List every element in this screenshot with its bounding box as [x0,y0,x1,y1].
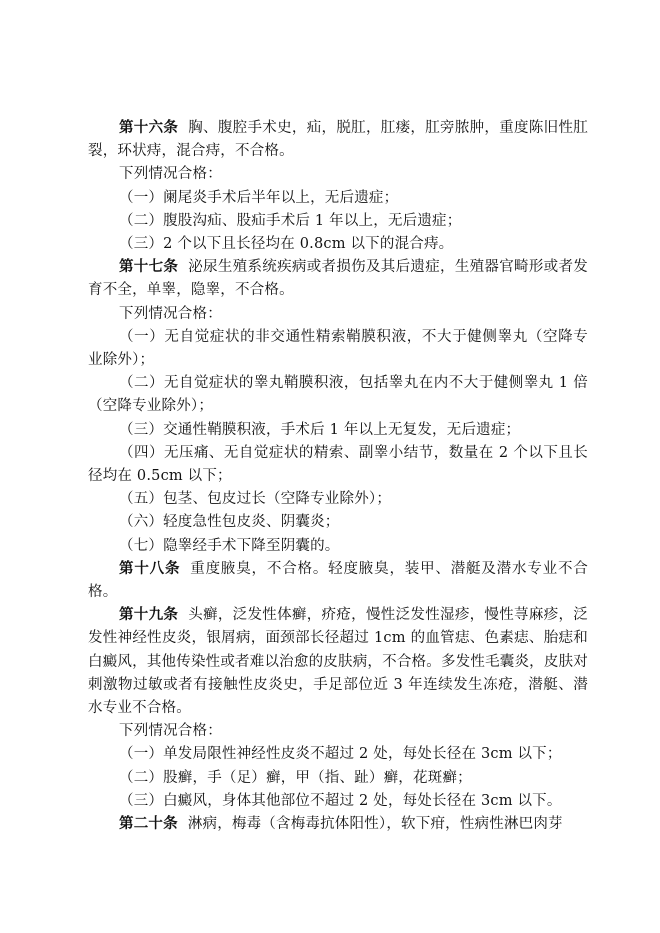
article-16-heading: 第十六条 [119,120,179,136]
article-16-item-2: （二）腹股沟疝、股疝手术后 1 年以上，无后遗症； [119,212,462,229]
article-18-heading: 第十八条 [119,560,181,577]
article-17-text: 泌尿生殖系统疾病或者损伤及其后遗症，生殖器官畸形或者发育不全，单睾，隐睾，不合格。 [88,259,588,299]
article-20-text: 淋病，梅毒（含梅毒抗体阳性），软下疳，性病性淋巴肉芽 [187,816,563,833]
article-19-item-1: （一）单发局限性神经性皮炎不超过 2 处，每处长径在 3cm 以下； [119,746,562,763]
article-19-heading: 第十九条 [119,607,179,624]
article-17-qualify-intro: 下列情况合格： [119,305,222,322]
article-19-qualify-intro: 下列情况合格： [119,723,222,740]
article-16-item-1: （一）阑尾炎手术后半年以上，无后遗症； [119,189,399,206]
article-20-heading: 第二十条 [119,816,178,833]
document-body [88,117,588,836]
article-17-item-7: （七）隐睾经手术下降至阴囊的。 [119,537,340,554]
article-17-item-6: （六）轻度急性包皮炎、阴囊炎； [119,514,340,531]
article-19-text: 头癣，泛发性体癣，疥疮，慢性泛发性湿疹，慢性荨麻疹，泛发性神经性皮炎，银屑病，面颈部长径超过 1cm 的血管痣、色素痣、胎痣和白癜风，其他传染性或者难以治愈的皮肤病，不合格。多发性毛囊炎，皮肤对刺激物过敏或者有接触性皮炎史，手足部位近 3 年连续发生冻疮，潜艇、潜水专业不合格。 [88,607,588,717]
article-19-item-2: （二）股癣，手（足）癣，甲（指、趾）癣，花斑癣； [119,769,472,786]
article-16-item-3: （三）2 个以下且长径均在 0.8cm 以下的混合痔。 [119,236,454,253]
article-16-text: 胸、腹腔手术史，疝，脱肛，肛瘘，肛旁脓肿，重度陈旧性肛裂，环状痔，混合痔，不合格。 [88,120,588,160]
article-17 [88,256,588,302]
article-16-qualify-intro: 下列情况合格： [119,166,222,183]
article-16 [88,117,588,163]
article-17-item-3: （三）交通性鞘膜积液，手术后 1 年以上无复发，无后遗症； [119,421,521,438]
article-20 [88,813,588,836]
article-19 [88,604,588,720]
article-17-item-1: （一）无自觉症状的非交通性精索鞘膜积液，不大于健侧睾丸（空降专业除外）； [88,328,588,369]
article-17-item-4: （四）无压痛、无自觉症状的精索、副睾小结节，数量在 2 个以下且长径均在 0.5cm 以下； [88,444,588,485]
article-18-text: 重度腋臭，不合格。轻度腋臭，装甲、潜艇及潜水专业不合格。 [88,560,588,601]
article-19-item-3: （三）白癜风，身体其他部位不超过 2 处，每处长径在 3cm 以下。 [119,792,562,809]
article-17-heading: 第十七条 [119,259,179,276]
article-17-item-5: （五）包茎、包皮过长（空降专业除外）； [119,491,392,508]
article-18 [88,558,588,604]
article-17-item-2: （二）无自觉症状的睾丸鞘膜积液，包括睾丸在内不大于健侧睾丸 1 倍（空降专业除外）； [88,375,588,415]
